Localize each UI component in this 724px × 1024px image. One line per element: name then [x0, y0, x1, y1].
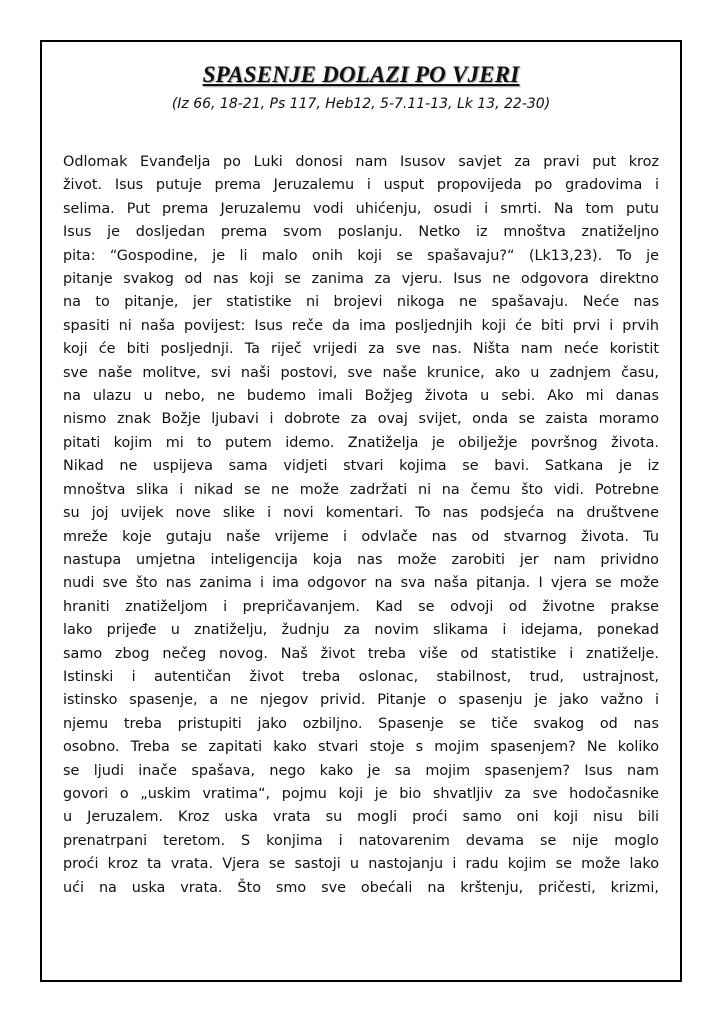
body-paragraph: [63, 151, 659, 900]
body-line: nudi sve što nas zanima i ima odgovor na sva naša pitanja. I vjera se može: [63, 575, 659, 592]
body-line: na ulazu u nebo, ne budemo imali Božjeg života u sebi. Ako mi danas: [63, 388, 659, 405]
body-line: nastupa umjetna inteligencija koja nas može zarobiti jer nam prividno: [63, 551, 659, 568]
body-line: koji će biti posljednji. Ta riječ vrijedi za sve nas. Ništa nam neće koristit: [63, 341, 659, 358]
body-line: hraniti znatiželjom i prepričavanjem. Kad se odvoji od životne prakse: [63, 598, 659, 615]
body-line: Odlomak Evanđelja po Luki donosi nam Isusov savjet za pravi put kroz: [63, 154, 659, 170]
body-line: selima. Put prema Jeruzalemu vodi uhićenju, osudi i smrti. Na tom putu: [63, 200, 659, 217]
body-line: su joj uvijek nove slike i novi komentari. To nas podsjeća na društvene: [63, 505, 659, 522]
document-title: SPASENJE DOLAZI PO VJERI: [202, 62, 520, 87]
body-line: lako prijeđe u znatiželju, žudnju za novim slikama i idejama, ponekad: [63, 622, 659, 639]
body-line: pita: “Gospodine, je li malo onih koji se spašavaju?“ (Lk13,23). To je: [63, 247, 659, 264]
body-line: Nikad ne uspijeva sama vidjeti stvari kojima se bavi. Satkana je iz: [63, 458, 659, 475]
body-line: ući na uska vrata. Što smo sve obećali na krštenju, pričesti, krizmi,: [63, 879, 659, 896]
body-line: sve naše molitve, svi naši postovi, sve naše krunice, ako u zadnjem času,: [63, 364, 659, 381]
body-line: nismo znak Božje ljubavi i dobrote za ovaj svijet, onda se zaista moramo: [63, 411, 659, 428]
body-line: Istinski i autentičan život treba oslonac, stabilnost, trud, ustrajnost,: [63, 668, 659, 685]
body-line: život. Isus putuje prema Jeruzalemu i usput propovijeda po gradovima i: [63, 177, 659, 194]
body-line: u Jeruzalem. Kroz uska vrata su mogli proći samo oni koji nisu bili: [63, 809, 659, 826]
body-line: na to pitanje, jer statistike ni brojevi nikoga ne spašavaju. Neće nas: [63, 294, 659, 311]
body-line: proći kroz ta vrata. Vjera se sastoji u nastojanju i radu kojim se može lako: [63, 856, 659, 873]
body-line: govori o „uskim vratima“, pojmu koji je bio shvatljiv za sve hodočasnike: [63, 785, 659, 802]
body-line: Isus je dosljedan prema svom poslanju. Netko iz mnoštva znatiželjno: [63, 224, 659, 241]
body-line: pitanje svakog od nas koji se zanima za vjeru. Isus ne odgovora direktno: [63, 271, 659, 288]
body-line: njemu treba pristupiti jako ozbiljno. Spasenje se tiče svakog od nas: [63, 715, 659, 732]
body-line: se ljudi inače spašava, nego kako je sa mojim spasenjem? Isus nam: [63, 762, 659, 779]
scripture-references: (Iz 66, 18-21, Ps 117, Heb12, 5-7.11-13, Lk 13, 22-30): [171, 96, 551, 112]
body-line: mreže koje gutaju naše vrijeme i odvlače nas od stvarnog života. Tu: [63, 528, 659, 545]
body-line: prenatrpani teretom. S konjima i natovarenim devama se nije moglo: [63, 832, 659, 849]
body-line: spasiti ni naša povijest: Isus reče da ima posljednjih koji će biti prvi i prvih: [63, 317, 659, 334]
body-line: osobno. Treba se zapitati kako stvari stoje s mojim spasenjem? Ne koliko: [63, 739, 659, 756]
body-line: samo zbog nečeg novog. Naš život treba više od statistike i znatiželje.: [63, 645, 659, 662]
body-line: mnoštva slika i nikad se ne može zadržati ni na čemu što vidi. Potrebne: [63, 481, 659, 498]
body-line: istinsko spasenje, a ne njegov privid. Pitanje o spasenju je jako važno i: [63, 692, 659, 709]
body-line: pitati kojim mi to putem idemo. Znatiželja je obilježje površnog života.: [63, 434, 659, 451]
page-border-frame: [40, 40, 682, 982]
